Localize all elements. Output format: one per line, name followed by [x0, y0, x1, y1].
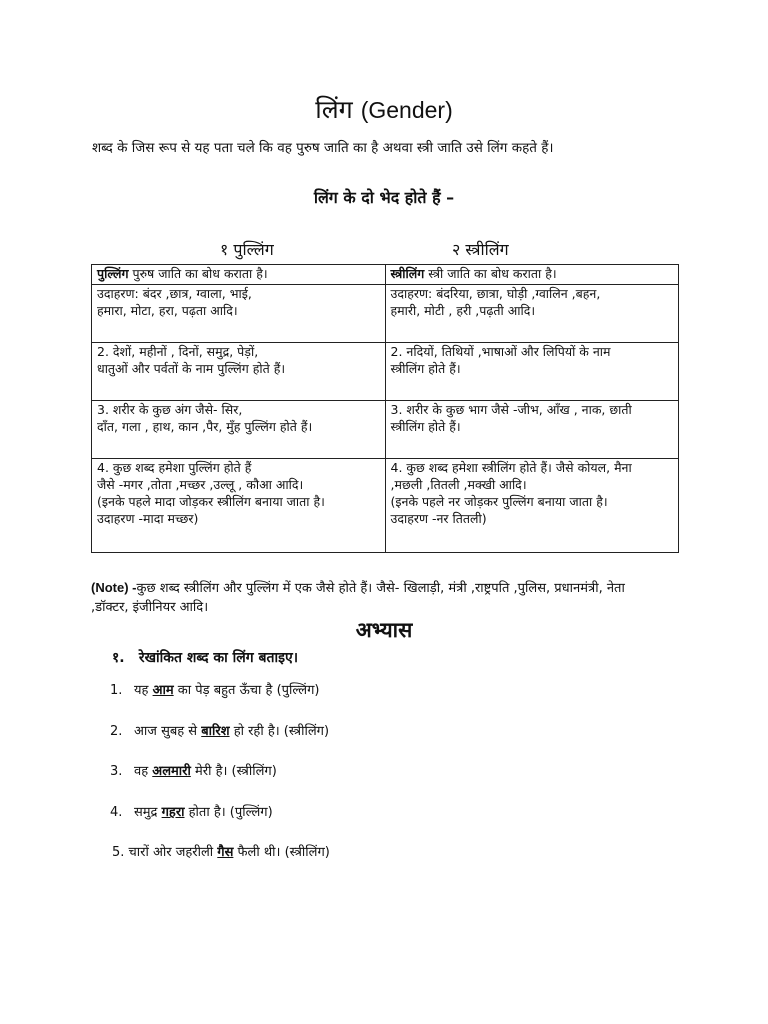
question-text: रेखांकित शब्द का लिंग बताइए।	[138, 650, 299, 666]
item-text: फैली थी। (स्त्रीलिंग)	[233, 845, 330, 861]
table-row	[92, 401, 679, 459]
cell-line: धातुओं और पर्वतों के नाम पुल्लिंग होते हैं।	[97, 361, 286, 376]
table-cell	[92, 285, 386, 343]
table-cell	[385, 265, 679, 285]
note-text-continued: ,डॉक्टर, इंजीनियर आदि।	[91, 600, 209, 615]
item-text: हो रही है। (स्त्रीलिंग)	[229, 723, 330, 739]
table-row	[92, 343, 679, 401]
title-hindi: लिंग	[315, 95, 353, 124]
cell-line: 3. शरीर के कुछ अंग जैसे- सिर,	[97, 402, 243, 417]
table-cell	[385, 285, 679, 343]
item-number: 1.	[110, 683, 123, 698]
item-text: चारों ओर जहरीली	[124, 845, 218, 861]
cell-line: उदाहरण: बंदरिया, छात्रा, घोड़ी ,ग्वालिन ,बहन,	[390, 286, 601, 301]
underlined-word: गहरा	[161, 804, 185, 820]
note-paragraph	[91, 578, 691, 617]
table-row	[92, 459, 679, 553]
list-item	[110, 761, 330, 802]
intro-text: शब्द के जिस रूप से यह पता चले कि वह पुरुष जाति का है अथवा स्त्री जाति उसे लिंग कहते हैं।	[92, 140, 554, 156]
page-title	[0, 92, 768, 126]
table-row	[92, 265, 679, 285]
definition-term: स्त्रीलिंग	[390, 266, 425, 281]
column-heading-masculine: १ पुल्लिंग	[220, 240, 274, 259]
question-heading	[112, 648, 298, 667]
question-number: १.	[112, 650, 125, 666]
subheading: लिंग के दो भेद होते हैं –	[313, 188, 455, 207]
cell-line: स्त्रीलिंग होते हैं।	[390, 419, 461, 434]
item-number: 3.	[110, 764, 123, 780]
underlined-word: बारिश	[201, 723, 230, 739]
item-text: होता है। (पुल्लिंग)	[184, 804, 273, 820]
item-text: मेरी है। (स्त्रीलिंग)	[190, 764, 277, 780]
cell-line: हमारी, मोटी , हरी ,पढ़ती आदि।	[390, 303, 536, 318]
exercise-list	[110, 680, 330, 883]
table-cell	[92, 401, 386, 459]
underlined-word: अलमारी	[152, 764, 191, 780]
item-text: वह	[134, 764, 153, 780]
note-text: कुछ शब्द स्त्रीलिंग और पुल्लिंग में एक जैसे होते हैं। जैसे- खिलाड़ी, मंत्री ,राष्ट्रपति ,पुलिस, प्रधानमंत्री, नेता	[136, 581, 625, 596]
exercise-heading: अभ्यास	[355, 618, 413, 642]
cell-line: उदाहरण -नर तितली)	[390, 511, 487, 526]
list-item	[112, 842, 330, 883]
list-item	[110, 721, 330, 762]
table-cell	[92, 265, 386, 285]
table-cell	[385, 401, 679, 459]
table-cell	[92, 343, 386, 401]
column-heading-feminine: २ स्त्रीलिंग	[452, 240, 509, 259]
table-cell	[385, 459, 679, 553]
table-row	[92, 285, 679, 343]
table-cell	[385, 343, 679, 401]
cell-line: 4. कुछ शब्द हमेशा स्त्रीलिंग होते हैं। जैसे कोयल, मैना	[390, 460, 632, 475]
cell-line: 2. नदियों, तिथियों ,भाषाओं और लिपियों के नाम	[390, 344, 611, 359]
table-cell	[92, 459, 386, 553]
definition-term: पुल्लिंग	[97, 266, 129, 281]
cell-line: (इनके पहले नर जोड़कर पुल्लिंग बनाया जाता है।	[390, 494, 608, 509]
item-text: समुद्र	[134, 804, 162, 820]
definition-text: पुरुष जाति का बोध कराता है।	[128, 266, 268, 281]
cell-line: 2. देशों, महीनों , दिनों, समुद्र, पेड़ों,	[97, 344, 259, 359]
cell-line: उदाहरण: बंदर ,छात्र, ग्वाला, भाई,	[97, 286, 252, 301]
cell-line: हमारा, मोटा, हरा, पढ़ता आदि।	[97, 303, 238, 318]
item-number: 4.	[110, 804, 123, 820]
item-text: आज सुबह से	[134, 723, 202, 739]
list-item	[110, 802, 330, 843]
cell-line: ,मछली ,तितली ,मक्खी आदि।	[390, 477, 527, 492]
cell-line: दाँत, गला , हाथ, कान ,पैर, मुँह पुल्लिंग होते हैं।	[97, 419, 313, 434]
cell-line: जैसे -मगर ,तोता ,मच्छर ,उल्लू , कौआ आदि।	[97, 477, 304, 492]
note-label: (Note) -	[91, 580, 137, 595]
cell-line: 4. कुछ शब्द हमेशा पुल्लिंग होते हैं	[97, 460, 252, 475]
list-item	[110, 680, 330, 721]
item-number: 5.	[112, 845, 125, 861]
cell-line: (इनके पहले मादा जोड़कर स्त्रीलिंग बनाया जाता है।	[97, 494, 325, 509]
gender-table	[91, 264, 679, 553]
item-number: 2.	[110, 723, 123, 739]
definition-text: स्त्री जाति का बोध कराता है।	[424, 266, 557, 281]
item-text: का पेड़ बहुत ऊँचा है (पुल्लिंग)	[173, 683, 320, 698]
underlined-word: गैस	[217, 845, 234, 861]
underlined-word: आम	[152, 683, 174, 698]
title-english: (Gender)	[360, 97, 453, 123]
cell-line: उदाहरण -मादा मच्छर)	[97, 511, 199, 526]
cell-line: 3. शरीर के कुछ भाग जैसे -जीभ, आँख , नाक, छाती	[390, 402, 632, 417]
item-text: यह	[134, 683, 153, 698]
cell-line: स्त्रीलिंग होते हैं।	[390, 361, 461, 376]
